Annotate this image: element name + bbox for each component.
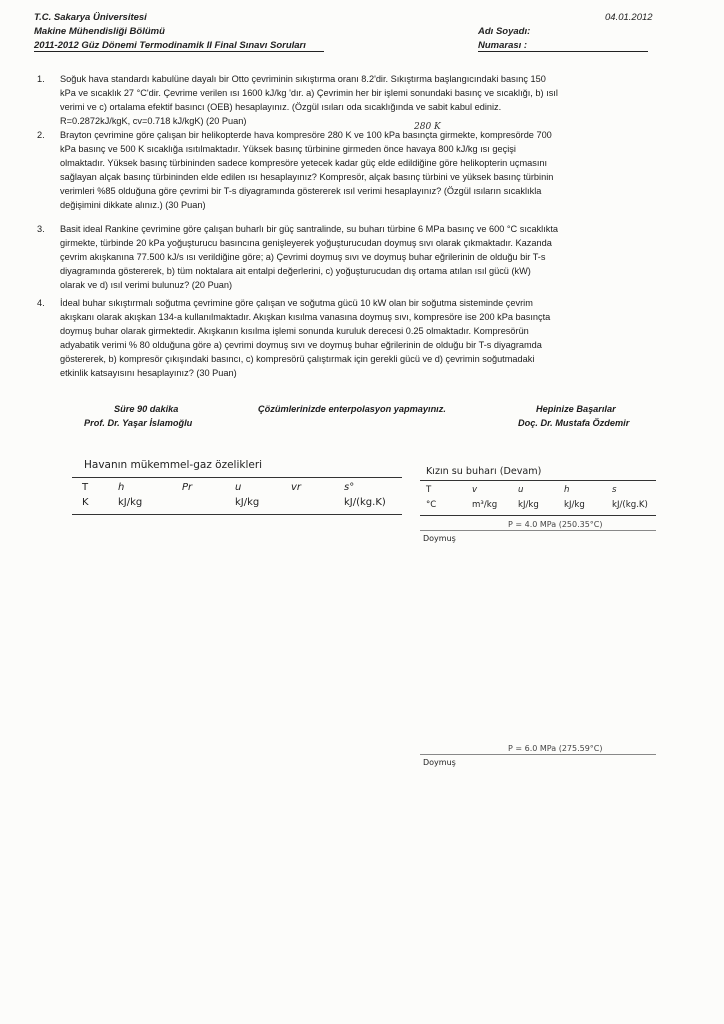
steam-unit-0: °C [426,500,437,510]
air-header-5: s° [344,482,355,493]
question-line: göstererek, b) kompresör çıkışındaki basıncı, c) kompresörü çalıştırmak için gerekli gücü ve d) çevrimin soğutmadaki [60,354,535,364]
question-line: olarak ve d) ısıl verimi bulunuz? (20 Puan) [60,280,233,290]
question-line: çevrim akışkanına 77.500 kJ/s ısı verildiğine göre; a) Çevrimi doymuş sıvı ve doymuş buhar eğrilerinin de olduğu bir T-s [60,252,546,262]
air-header-3: u [235,482,242,493]
department-name: Makine Mühendisliği Bölümü [34,26,165,37]
question-line: R=0.2872kJ/kgK, cv=0.718 kJ/kgK) (20 Puan) [60,116,247,126]
steam-cell: Doymuş [423,758,456,767]
question-number: 2. [37,130,45,140]
professor-2: Doç. Dr. Mustafa Özdemir [518,418,630,428]
question-line: Basit ideal Rankine çevrimine göre çalışan buharlı bir güç santralinde, su buharı türbine 6 MPa basınç ve 600 °C sıcaklıkta [60,224,559,234]
number-label: Numarası : [478,40,648,52]
air-header-4: vr [291,482,302,493]
question-line: Soğuk hava standardı kabulüne dayalı bir Otto çevriminin sıkıştırma oranı 8.2'dir. Sıkıştırma başlangıcındaki basınç 150 [60,74,546,84]
question-line: doymuş buhar olarak girmektedir. Akışkanın kısılma işlemi sonunda kuruluk derecesi 0.25 olmaktadır. Kompresörün [60,326,529,336]
air-table-top-rule [72,477,402,478]
question-line: sağlayan alçak basınç türbininden elde edilen ısı hesaplayınız? Kompresör, alçak basınç türbini ve yüksek basınç türbinin [60,172,554,182]
question-number: 4. [37,298,45,308]
air-header-2: Pr [182,482,193,493]
steam-block-rule [420,754,656,755]
question-line: diyagramında göstererek, b) tüm noktalara ait entalpi değerlerini, c) yoğuşturucudan dış ortama atılan ısıl gücü (kW) [60,266,531,276]
air-unit-0: K [82,497,89,508]
air-table-header-rule [72,514,402,515]
steam-unit-4: kJ/(kg.K) [612,500,648,510]
steam-header-1: v [472,485,478,495]
air-header-0: T [82,482,89,493]
steam-header-4: s [612,485,617,495]
question-4 [37,296,658,380]
air-header-1: h [118,482,125,493]
exam-duration: Süre 90 dakika [114,404,179,414]
steam-header-0: T [426,485,432,495]
question-number: 3. [37,224,45,234]
good-luck: Hepinize Başarılar [536,404,616,414]
question-line: girmekte, türbinde 20 kPa yoğuşturucu basıncına genişleyerek yoğuşturucudan doymuş sıvı olarak çıkmaktadır. Kazanda [60,238,552,248]
steam-block-rule [420,530,656,531]
question-line: kPa basınç ve 500 K sıcaklığa ısıtılmaktadır. Yüksek basınç türbinine girmeden önce havaya 800 kJ/kg ısı geçişi [60,144,516,154]
handwritten-note: 280 K [414,122,441,132]
question-line: verimi ve c) ortalama efektif basıncı (OEB) hesaplayınız. (Özgül ısıları oda sıcaklığında ve sabit kabul ediniz. [60,102,502,112]
steam-unit-1: m³/kg [472,500,498,510]
question-number: 1. [37,74,45,84]
steam-table-title: Kızın su buharı (Devam) [426,466,542,477]
steam-header-3: h [564,485,570,495]
exam-date: 04.01.2012 [605,12,653,23]
university-name: T.C. Sakarya Üniversitesi [34,12,147,23]
steam-unit-3: kJ/kg [564,500,585,510]
name-label: Adı Soyadı: [478,26,531,37]
air-table-title: Havanın mükemmel-gaz özelikleri [84,459,263,471]
question-line: İdeal buhar sıkıştırmalı soğutma çevrimine göre çalışan ve soğutma gücü 10 kW olan bir soğutma sisteminde çevrim [60,298,533,308]
question-line: etkinlik katsayısını hesaplayınız? (30 Puan) [60,368,237,378]
question-2 [37,128,658,212]
exam-title: 2011-2012 Güz Dönemi Termodinamik II Final Sınavı Soruları [34,40,324,52]
interpolation-note: Çözümlerinizde enterpolasyon yapmayınız. [258,404,446,414]
air-unit-3: kJ/kg [235,497,260,508]
question-3 [37,222,658,292]
steam-table-header-rule [420,515,656,516]
question-line: adyabatik verimi % 80 olduğuna göre a) çevrimi doymuş sıvı ve doymuş buhar eğrilerinin de olduğu bir T-s diyagramda [60,340,542,350]
question-line: kPa ve sıcaklık 27 °C'dir. Çevrime verilen ısı 1600 kJ/kg 'dır. a) Çevrimin her bir işlemi sonundaki basınç ve sıcaklığı, b) ısıl [60,88,558,98]
question-line: değişimini dikkate alınız.) (30 Puan) [60,200,206,210]
steam-header-2: u [518,485,524,495]
question-line: olmaktadır. Yüksek basınç türbininden sadece kompresöre yetecek kadar güç elde edildiğine göre helikopterin uçmasını [60,158,548,168]
steam-table-top-rule [420,480,656,481]
professor-1: Prof. Dr. Yaşar İslamoğlu [84,418,193,428]
steam-cell: Doymuş [423,534,456,543]
question-line: Brayton çevrimine göre çalışan bir helikopterde hava kompresöre 280 K ve 100 kPa basınçta girmekte, kompresörde 700 [60,130,552,140]
question-line: verimleri %85 olduğuna göre çevrimi bir T-s diyagramında göstererek ısıl verimi hesaplayınız? (Özgül ısıların sıcaklıkla [60,186,542,196]
air-unit-5: kJ/(kg.K) [344,497,386,508]
question-1 [37,72,658,128]
steam-block-label: P = 6.0 MPa (275.59°C) [508,744,603,753]
air-unit-1: kJ/kg [118,497,143,508]
question-line: akışkanı olarak akışkan 134-a kullanılmaktadır. Akışkan kısılma vanasına doymuş sıvı, kompresöre ise 200 kPa basınçta [60,312,551,322]
steam-unit-2: kJ/kg [518,500,539,510]
steam-block-label: P = 4.0 MPa (250.35°C) [508,520,603,529]
